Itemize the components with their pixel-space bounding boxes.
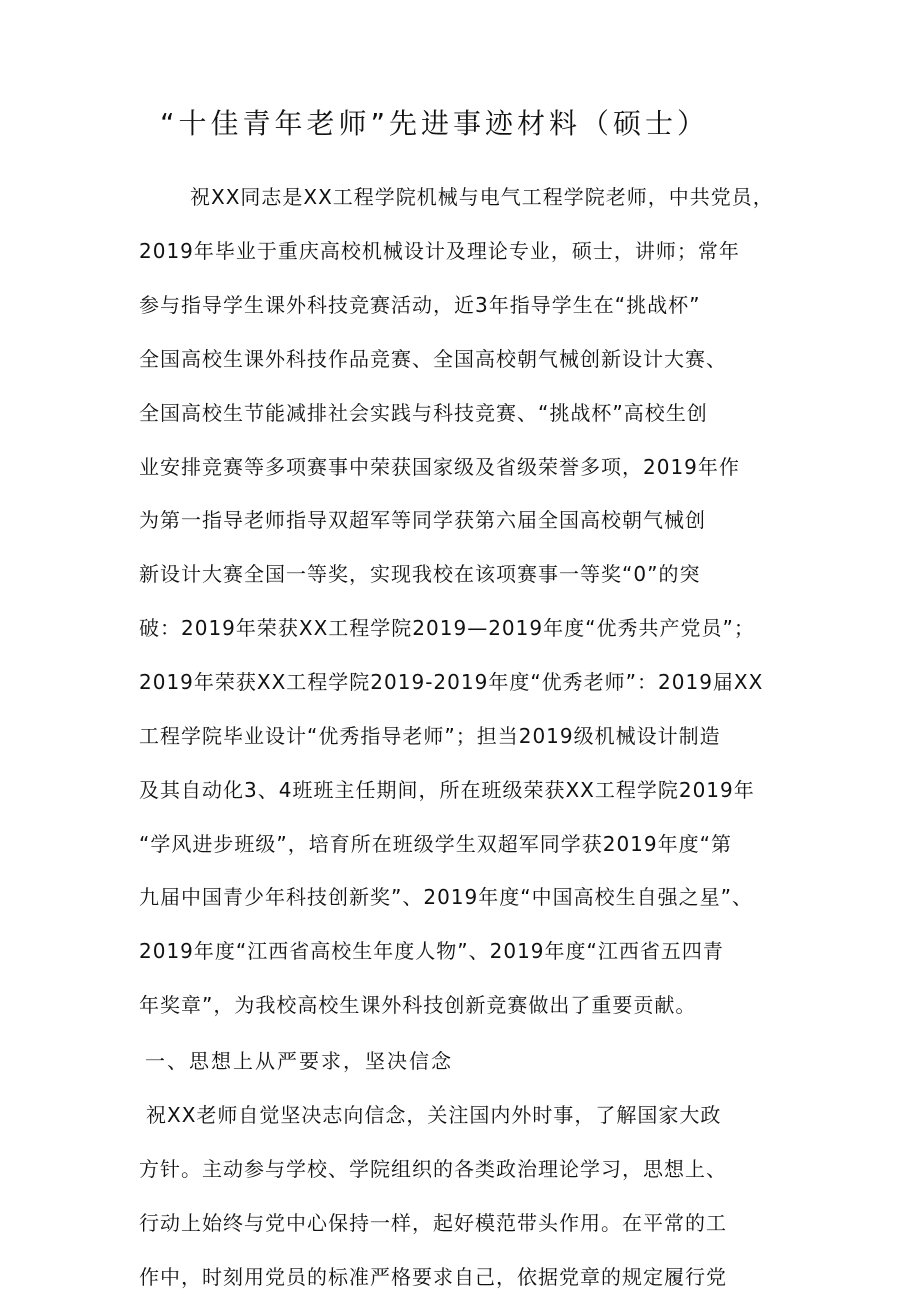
text-line: 全国高校生节能减排社会实践与科技竞赛、“挑战杯”高校生创	[139, 401, 708, 425]
text-line: 为第一指导老师指导双超军等同学获第六届全国高校朝气械创	[139, 508, 706, 532]
text-line: 祝XX老师自觉坚决志向信念，关注国内外时事，了解国家大政	[146, 1103, 722, 1127]
text-line: 九届中国青少年科技创新奖”、2019年度“中国高校生自强之星”、	[139, 885, 753, 909]
text-line: 破：2019年荣获XX工程学院2019—2019年度“优秀共产党员”；	[139, 616, 755, 640]
text-line: 工程学院毕业设计“优秀指导老师”；担当2019级机械设计制造	[139, 724, 721, 748]
text-line: 参与指导学生课外科技竞赛活动，近3年指导学生在“挑战杯”	[139, 293, 701, 317]
text-line: 2019年度“江西省高校生年度人物”、2019年度“江西省五四青	[139, 939, 724, 963]
text-line: 作中，时刻用党员的标准严格要求自己，依据党章的规定履行党	[139, 1265, 727, 1289]
text-line: 全国高校生课外科技作品竞赛、全国高校朝气械创新设计大赛、	[139, 347, 727, 371]
text-line: 祝XX同志是XX工程学院机械与电气工程学院老师，中共党员，	[190, 185, 774, 209]
page-title: “十佳青年老师”先进事迹材料（硕士）	[160, 107, 710, 140]
text-line: 2019年荣获XX工程学院2019-2019年度“优秀老师”：2019届XX	[139, 670, 764, 694]
text-line: 行动上始终与党中心保持一样，起好模范带头作用。在平常的工	[139, 1211, 727, 1235]
text-line: 2019年毕业于重庆高校机械设计及理论专业，硕士，讲师；常年	[139, 239, 740, 263]
text-line: 新设计大赛全国一等奖，实现我校在该项赛事一等奖“0”的突	[139, 562, 701, 586]
text-line: 及其自动化3、4班班主任期间，所在班级荣获XX工程学院2019年	[139, 778, 755, 802]
text-line: 业安排竞赛等多项赛事中荣获国家级及省级荣誉多项，2019年作	[139, 455, 740, 479]
text-line: “学风进步班级”，培育所在班级学生双超军同学获2019年度“第	[139, 832, 732, 856]
text-line: 方针。主动参与学校、学院组织的各类政治理论学习，思想上、	[139, 1157, 727, 1181]
section-heading: 一、思想上从严要求，坚决信念	[145, 1049, 453, 1073]
text-line: 年奖章”，为我校高校生课外科技创新竞赛做出了重要贡献。	[139, 993, 697, 1017]
